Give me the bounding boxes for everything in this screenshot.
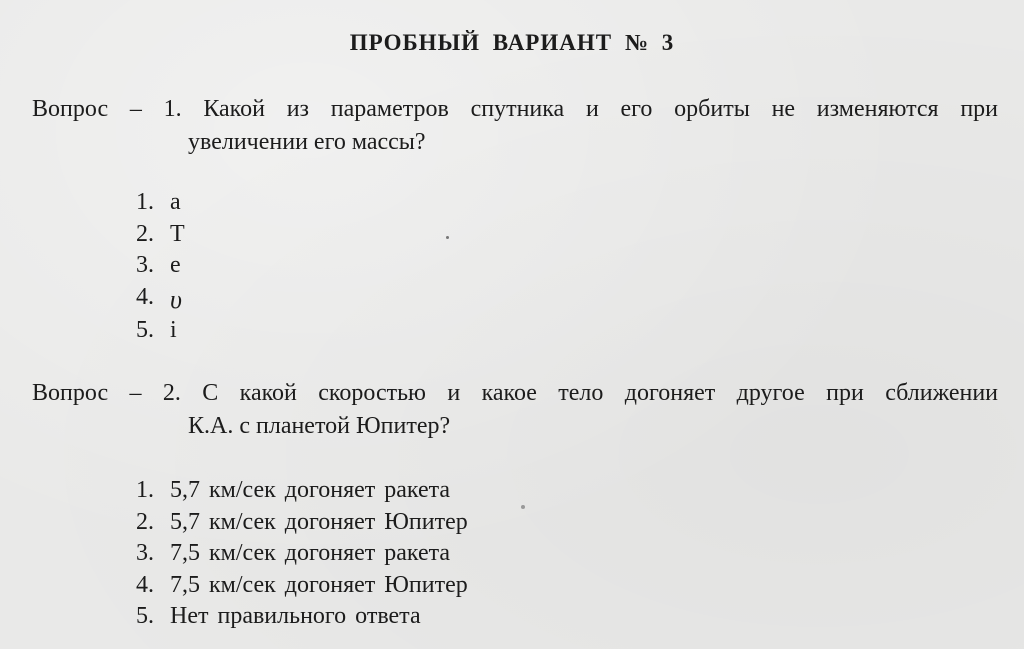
option-item	[136, 219, 185, 251]
page-title: ПРОБНЫЙ ВАРИАНТ № 3	[349, 30, 675, 55]
question-2-options	[136, 475, 468, 633]
option-item	[136, 250, 185, 282]
option-text: 7,5 км/сек догоняет ракета	[170, 540, 451, 566]
option-item	[136, 538, 468, 570]
question-1	[32, 93, 998, 159]
handwritten-upsilon-glyph: υ	[170, 284, 182, 314]
option-number: 4.	[136, 283, 154, 310]
question-2-continuation: К.А. с планетой Юпитер?	[188, 413, 451, 439]
question-1-label: Вопрос – 1.	[32, 96, 182, 122]
question-2-text: С какой скоростью и какое тело догоняет другое при сближении	[202, 380, 999, 406]
option-text: a	[170, 189, 181, 215]
question-1-continuation: увеличении его массы?	[188, 129, 426, 155]
option-text: 5,7 км/сек догоняет ракета	[170, 477, 451, 503]
question-1-text: Какой из параметров спутника и его орбиты не изменяются при	[203, 96, 999, 122]
scan-speck	[446, 236, 449, 239]
option-number: 2.	[136, 508, 154, 535]
option-number: 5.	[136, 603, 154, 629]
option-item	[136, 601, 468, 633]
option-number: 5.	[136, 317, 154, 343]
option-text: e	[170, 252, 181, 278]
option-text: Нет правильного ответа	[170, 603, 421, 629]
option-number: 3.	[136, 540, 154, 566]
option-text: 5,7 км/сек догоняет Юпитер	[170, 508, 468, 535]
question-2-label: Вопрос – 2.	[32, 380, 181, 406]
option-item	[136, 187, 185, 219]
question-2	[32, 377, 998, 443]
option-text: i	[170, 317, 177, 343]
question-1-line-1	[32, 93, 998, 126]
option-text: T	[170, 220, 185, 247]
question-2-line-1	[32, 377, 998, 410]
question-1-options	[136, 187, 185, 347]
option-item	[136, 475, 468, 507]
option-item	[136, 570, 468, 602]
option-item	[136, 315, 185, 347]
option-item	[136, 282, 185, 316]
option-number: 1.	[136, 477, 154, 503]
option-number: 1.	[136, 189, 154, 215]
option-number: 2.	[136, 220, 154, 247]
scan-speck	[521, 505, 525, 509]
option-number: 4.	[136, 571, 154, 598]
option-item	[136, 507, 468, 539]
option-text: 7,5 км/сек догоняет Юпитер	[170, 571, 468, 598]
option-number: 3.	[136, 252, 154, 278]
